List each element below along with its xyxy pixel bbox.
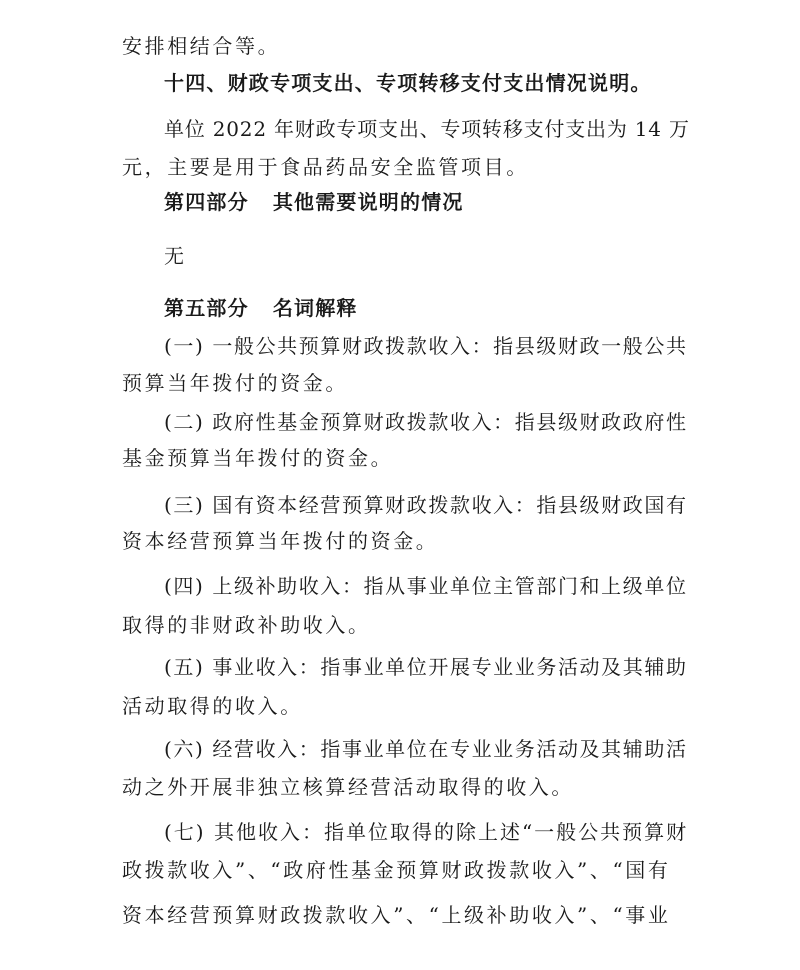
definition-line: (三) 国有资本经营预算财政拨款收入：指县级财政国有 <box>164 493 688 517</box>
part5-title: 名词解释 <box>272 296 358 320</box>
definition-line: (一) 一般公共预算财政拨款收入：指县级财政一般公共 <box>164 334 688 358</box>
definition-line: 资本经营预算当年拨付的资金。 <box>122 529 439 553</box>
part5-label: 第五部分 <box>164 296 249 320</box>
definition-line: (七) 其他收入：指单位取得的除上述“一般公共预算财 <box>164 820 689 844</box>
definition-line: 活动取得的收入。 <box>122 694 303 718</box>
part4-title: 其他需要说明的情况 <box>272 190 464 214</box>
definition-line: 动之外开展非独立核算经营活动取得的收入。 <box>122 775 574 799</box>
section14-heading: 十四、财政专项支出、专项转移支付支出情况说明。 <box>164 71 652 95</box>
definition-line: 取得的非财政补助收入。 <box>122 613 371 637</box>
definition-line: 资本经营预算财政拨款收入”、“上级补助收入”、“事业 <box>122 903 671 927</box>
part4-heading <box>164 190 464 214</box>
part5-heading <box>164 296 358 320</box>
definition-line: 预算当年拨付的资金。 <box>122 371 348 395</box>
definition-line: (五) 事业收入：指事业单位开展专业业务活动及其辅助 <box>164 655 688 679</box>
section14-paragraph-line2: 元，主要是用于食品药品安全监管项目。 <box>122 155 529 179</box>
definition-line: (四) 上级补助收入：指从事业单位主管部门和上级单位 <box>164 574 688 598</box>
definition-line: 基金预算当年拨付的资金。 <box>122 446 394 470</box>
definition-line: 政拨款收入”、“政府性基金预算财政拨款收入”、“国有 <box>122 858 671 882</box>
definition-line: (六) 经营收入：指事业单位在专业业务活动及其辅助活 <box>164 737 688 761</box>
definition-line: (二) 政府性基金预算财政拨款收入：指县级财政政府性 <box>164 410 688 434</box>
part4-label: 第四部分 <box>164 190 249 214</box>
section14-paragraph-line1: 单位 2022 年财政专项支出、专项转移支付支出为 14 万 <box>164 117 690 141</box>
part4-body: 无 <box>164 244 187 268</box>
intro-tail-text: 安排相结合等。 <box>122 34 281 58</box>
